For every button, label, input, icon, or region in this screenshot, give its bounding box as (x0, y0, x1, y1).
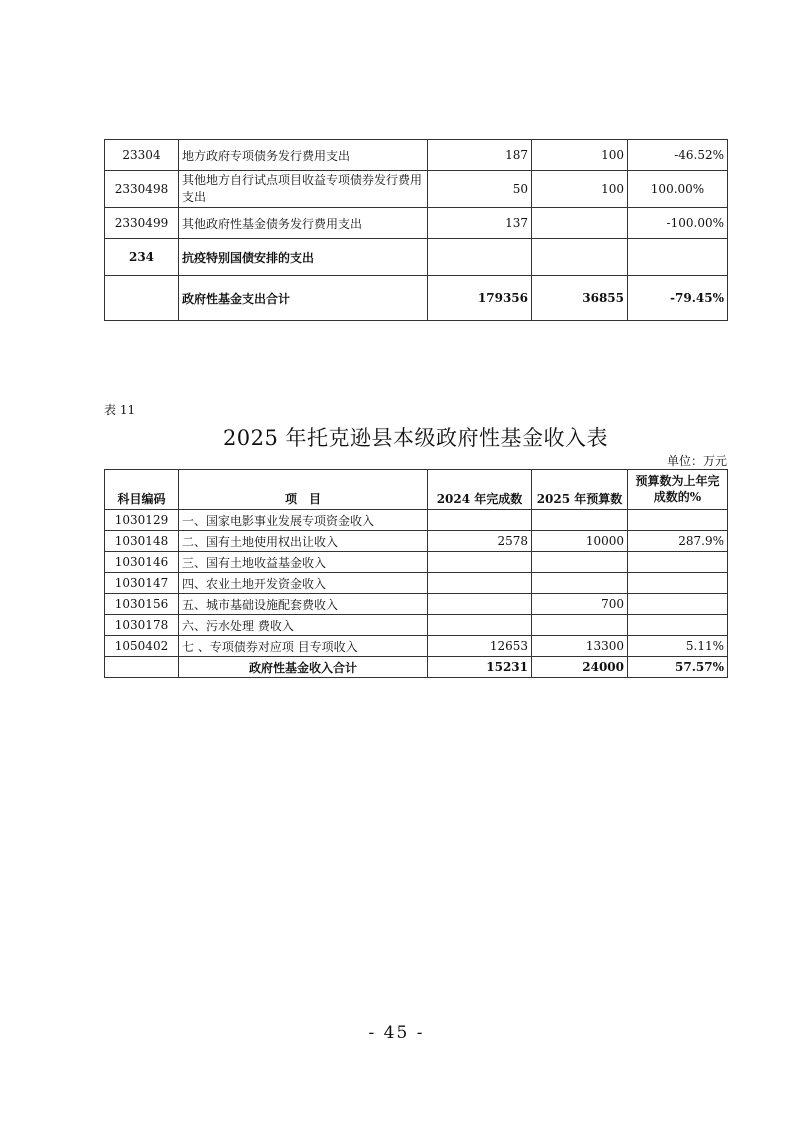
ratio-percent (628, 552, 728, 573)
subject-name: 地方政府专项债务发行费用支出 (179, 140, 428, 171)
table-row (105, 615, 728, 636)
table-caption: 表 11 (104, 403, 136, 417)
subject-code: 2330499 (105, 208, 179, 239)
empty-cell (105, 657, 179, 678)
subject-name: 抗疫特别国债安排的支出 (179, 239, 428, 276)
value-2024 (428, 615, 532, 636)
header-2025: 2025 年预算数 (532, 470, 628, 510)
subject-code: 1030129 (105, 510, 179, 531)
ratio-percent (628, 615, 728, 636)
value-2025 (532, 573, 628, 594)
value-2025 (532, 208, 628, 239)
total-label: 政府性基金收入合计 (179, 657, 428, 678)
value-2024: 2578 (428, 531, 532, 552)
subject-name: 四、农业土地开发资金收入 (179, 573, 428, 594)
total-ratio: -79.45% (628, 276, 728, 321)
table-row (105, 531, 728, 552)
subject-code: 2330498 (105, 171, 179, 208)
expense-table (104, 139, 728, 321)
ratio-percent: 287.9% (628, 531, 728, 552)
table-row (105, 510, 728, 531)
table-row (105, 239, 728, 276)
value-2025: 100 (532, 140, 628, 171)
value-2024 (428, 594, 532, 615)
subject-name: 三、国有土地收益基金收入 (179, 552, 428, 573)
ratio-percent (628, 594, 728, 615)
value-2025: 100 (532, 171, 628, 208)
table-title: 2025 年托克逊县本级政府性基金收入表 (222, 426, 609, 450)
value-2024: 12653 (428, 636, 532, 657)
total-row (105, 276, 728, 321)
value-2024: 50 (428, 171, 532, 208)
subject-name: 二、国有土地使用权出让收入 (179, 531, 428, 552)
value-2024 (428, 239, 532, 276)
table-row (105, 573, 728, 594)
subject-code: 1030148 (105, 531, 179, 552)
subject-code: 1030178 (105, 615, 179, 636)
subject-code: 1030146 (105, 552, 179, 573)
value-2025: 10000 (532, 531, 628, 552)
value-2024: 187 (428, 140, 532, 171)
ratio-percent: -46.52% (628, 140, 728, 171)
table-row (105, 208, 728, 239)
value-2025: 700 (532, 594, 628, 615)
value-2025 (532, 239, 628, 276)
table-row (105, 636, 728, 657)
header-item: 项 目 (179, 470, 428, 510)
value-2025 (532, 510, 628, 531)
income-table (104, 469, 728, 678)
subject-code: 234 (105, 239, 179, 276)
ratio-percent (628, 573, 728, 594)
ratio-percent: -100.00% (628, 208, 728, 239)
subject-code: 1030156 (105, 594, 179, 615)
subject-name: 五、城市基础设施配套费收入 (179, 594, 428, 615)
subject-code: 23304 (105, 140, 179, 171)
ratio-percent (628, 510, 728, 531)
header-ratio: 预算数为上年完成数的% (628, 470, 728, 510)
ratio-percent: 5.11% (628, 636, 728, 657)
header-code: 科目编码 (105, 470, 179, 510)
value-2024 (428, 573, 532, 594)
value-2024 (428, 510, 532, 531)
total-2025: 24000 (532, 657, 628, 678)
subject-name: 一、国家电影事业发展专项资金收入 (179, 510, 428, 531)
table-row (105, 171, 728, 208)
subject-name: 六、污水处理 费收入 (179, 615, 428, 636)
total-row (105, 657, 728, 678)
value-2025 (532, 615, 628, 636)
table-row (105, 552, 728, 573)
empty-cell (105, 276, 179, 321)
total-2025: 36855 (532, 276, 628, 321)
subject-code: 1030147 (105, 573, 179, 594)
value-2024 (428, 552, 532, 573)
total-ratio: 57.57% (628, 657, 728, 678)
subject-code: 1050402 (105, 636, 179, 657)
value-2024: 137 (428, 208, 532, 239)
unit-label: 单位：万元 (666, 454, 727, 468)
subject-name: 其他政府性基金债务发行费用支出 (179, 208, 428, 239)
value-2025: 13300 (532, 636, 628, 657)
total-label: 政府性基金支出合计 (179, 276, 428, 321)
total-2024: 15231 (428, 657, 532, 678)
header-row (105, 470, 728, 510)
ratio-percent (628, 239, 728, 276)
total-2024: 179356 (428, 276, 532, 321)
header-2024: 2024 年完成数 (428, 470, 532, 510)
table-row (105, 140, 728, 171)
ratio-percent: 100.00% (628, 171, 728, 208)
page-number: - 45 - (368, 1023, 425, 1043)
subject-name: 七 、专项债券对应项 目专项收入 (179, 636, 428, 657)
table-row (105, 594, 728, 615)
value-2025 (532, 552, 628, 573)
subject-name: 其他地方自行试点项目收益专项债券发行费用支出 (179, 171, 428, 208)
